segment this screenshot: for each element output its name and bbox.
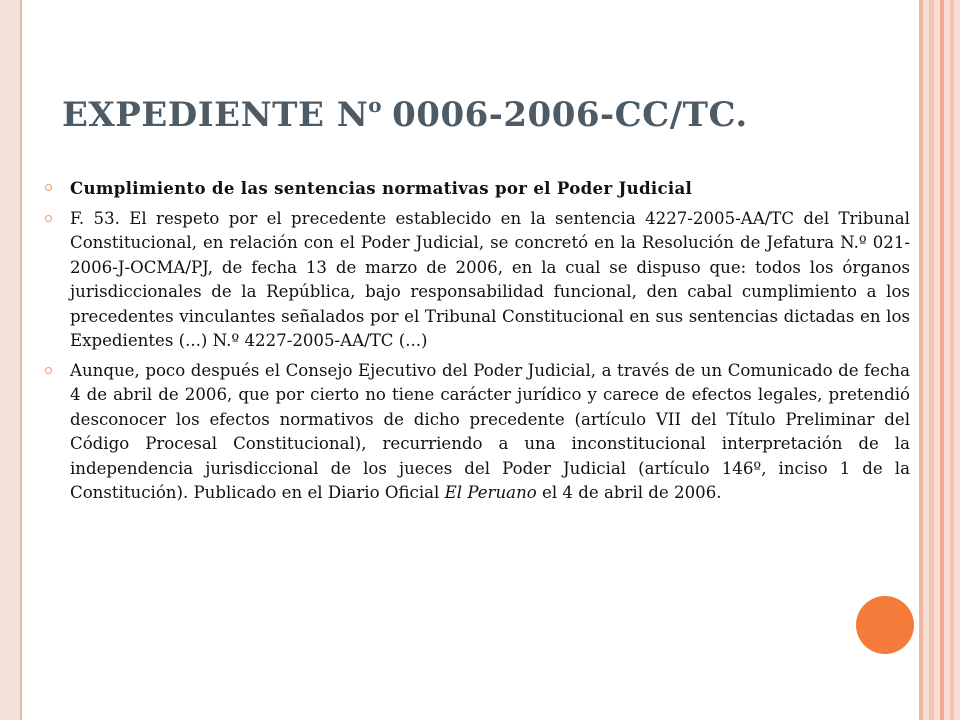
title-prefix: EXPEDIENTE N (62, 95, 369, 135)
left-frame-stripe (0, 0, 22, 720)
right-frame-stripes (919, 0, 960, 720)
list-item (42, 207, 910, 354)
bullet-circle-icon (45, 215, 52, 222)
bullet-circle-icon (45, 184, 52, 191)
section-heading: Cumplimiento de las sentencias normativas por el Poder Judicial (70, 178, 693, 198)
title-number: 0006-2006-CC/TC. (392, 95, 748, 135)
right-stripe (950, 0, 954, 720)
list-item (42, 359, 910, 506)
list-item (42, 176, 910, 202)
bullet-circle-icon (45, 367, 52, 374)
right-stripe (940, 0, 944, 720)
accent-circle (856, 596, 914, 654)
slide-content (42, 176, 910, 511)
right-stripe (919, 0, 923, 720)
paragraph-text-end: el 4 de abril de 2006. (536, 483, 722, 502)
paragraph-text: Aunque, poco después el Consejo Ejecutivo del Poder Judicial, a través de un Comunicado de fecha 4 de abril de 2006, que por cierto no tiene carácter jurídico y carece de efectos legales, pretendió desconocer los efectos normativos de dicho precedente (artículo VII del Título Preliminar del Código Procesal Constitucional), recurriendo a una inconstitucional interpretación de la independencia jurisdiccional de los jueces del Poder Judicial (artículo 146º, inciso 1 de la Constitución). Publicado en el Diario Oficial (70, 360, 910, 502)
newspaper-name: El Peruano (444, 483, 537, 502)
page-title (62, 95, 902, 135)
right-stripe (929, 0, 934, 720)
title-superscript: o (368, 93, 383, 117)
paragraph-text: F. 53. El respeto por el precedente establecido en la sentencia 4227-2005-AA/TC del Tribunal Constitucional, en relación con el Poder Judicial, se concretó en la Resolución de Jefatura N.º 021-2006-J-OCMA/PJ, de fecha 13 de marzo de 2006, en la cual se dispuso que: todos los órganos jurisdiccionales de la República, bajo responsabilidad funcional, den cabal cumplimiento a los precedentes vinculantes señalados por el Tribunal Constitucional en sus sentencias dictadas en los Expedientes (...) N.º 4227-2005-AA/TC (...) (70, 208, 910, 350)
